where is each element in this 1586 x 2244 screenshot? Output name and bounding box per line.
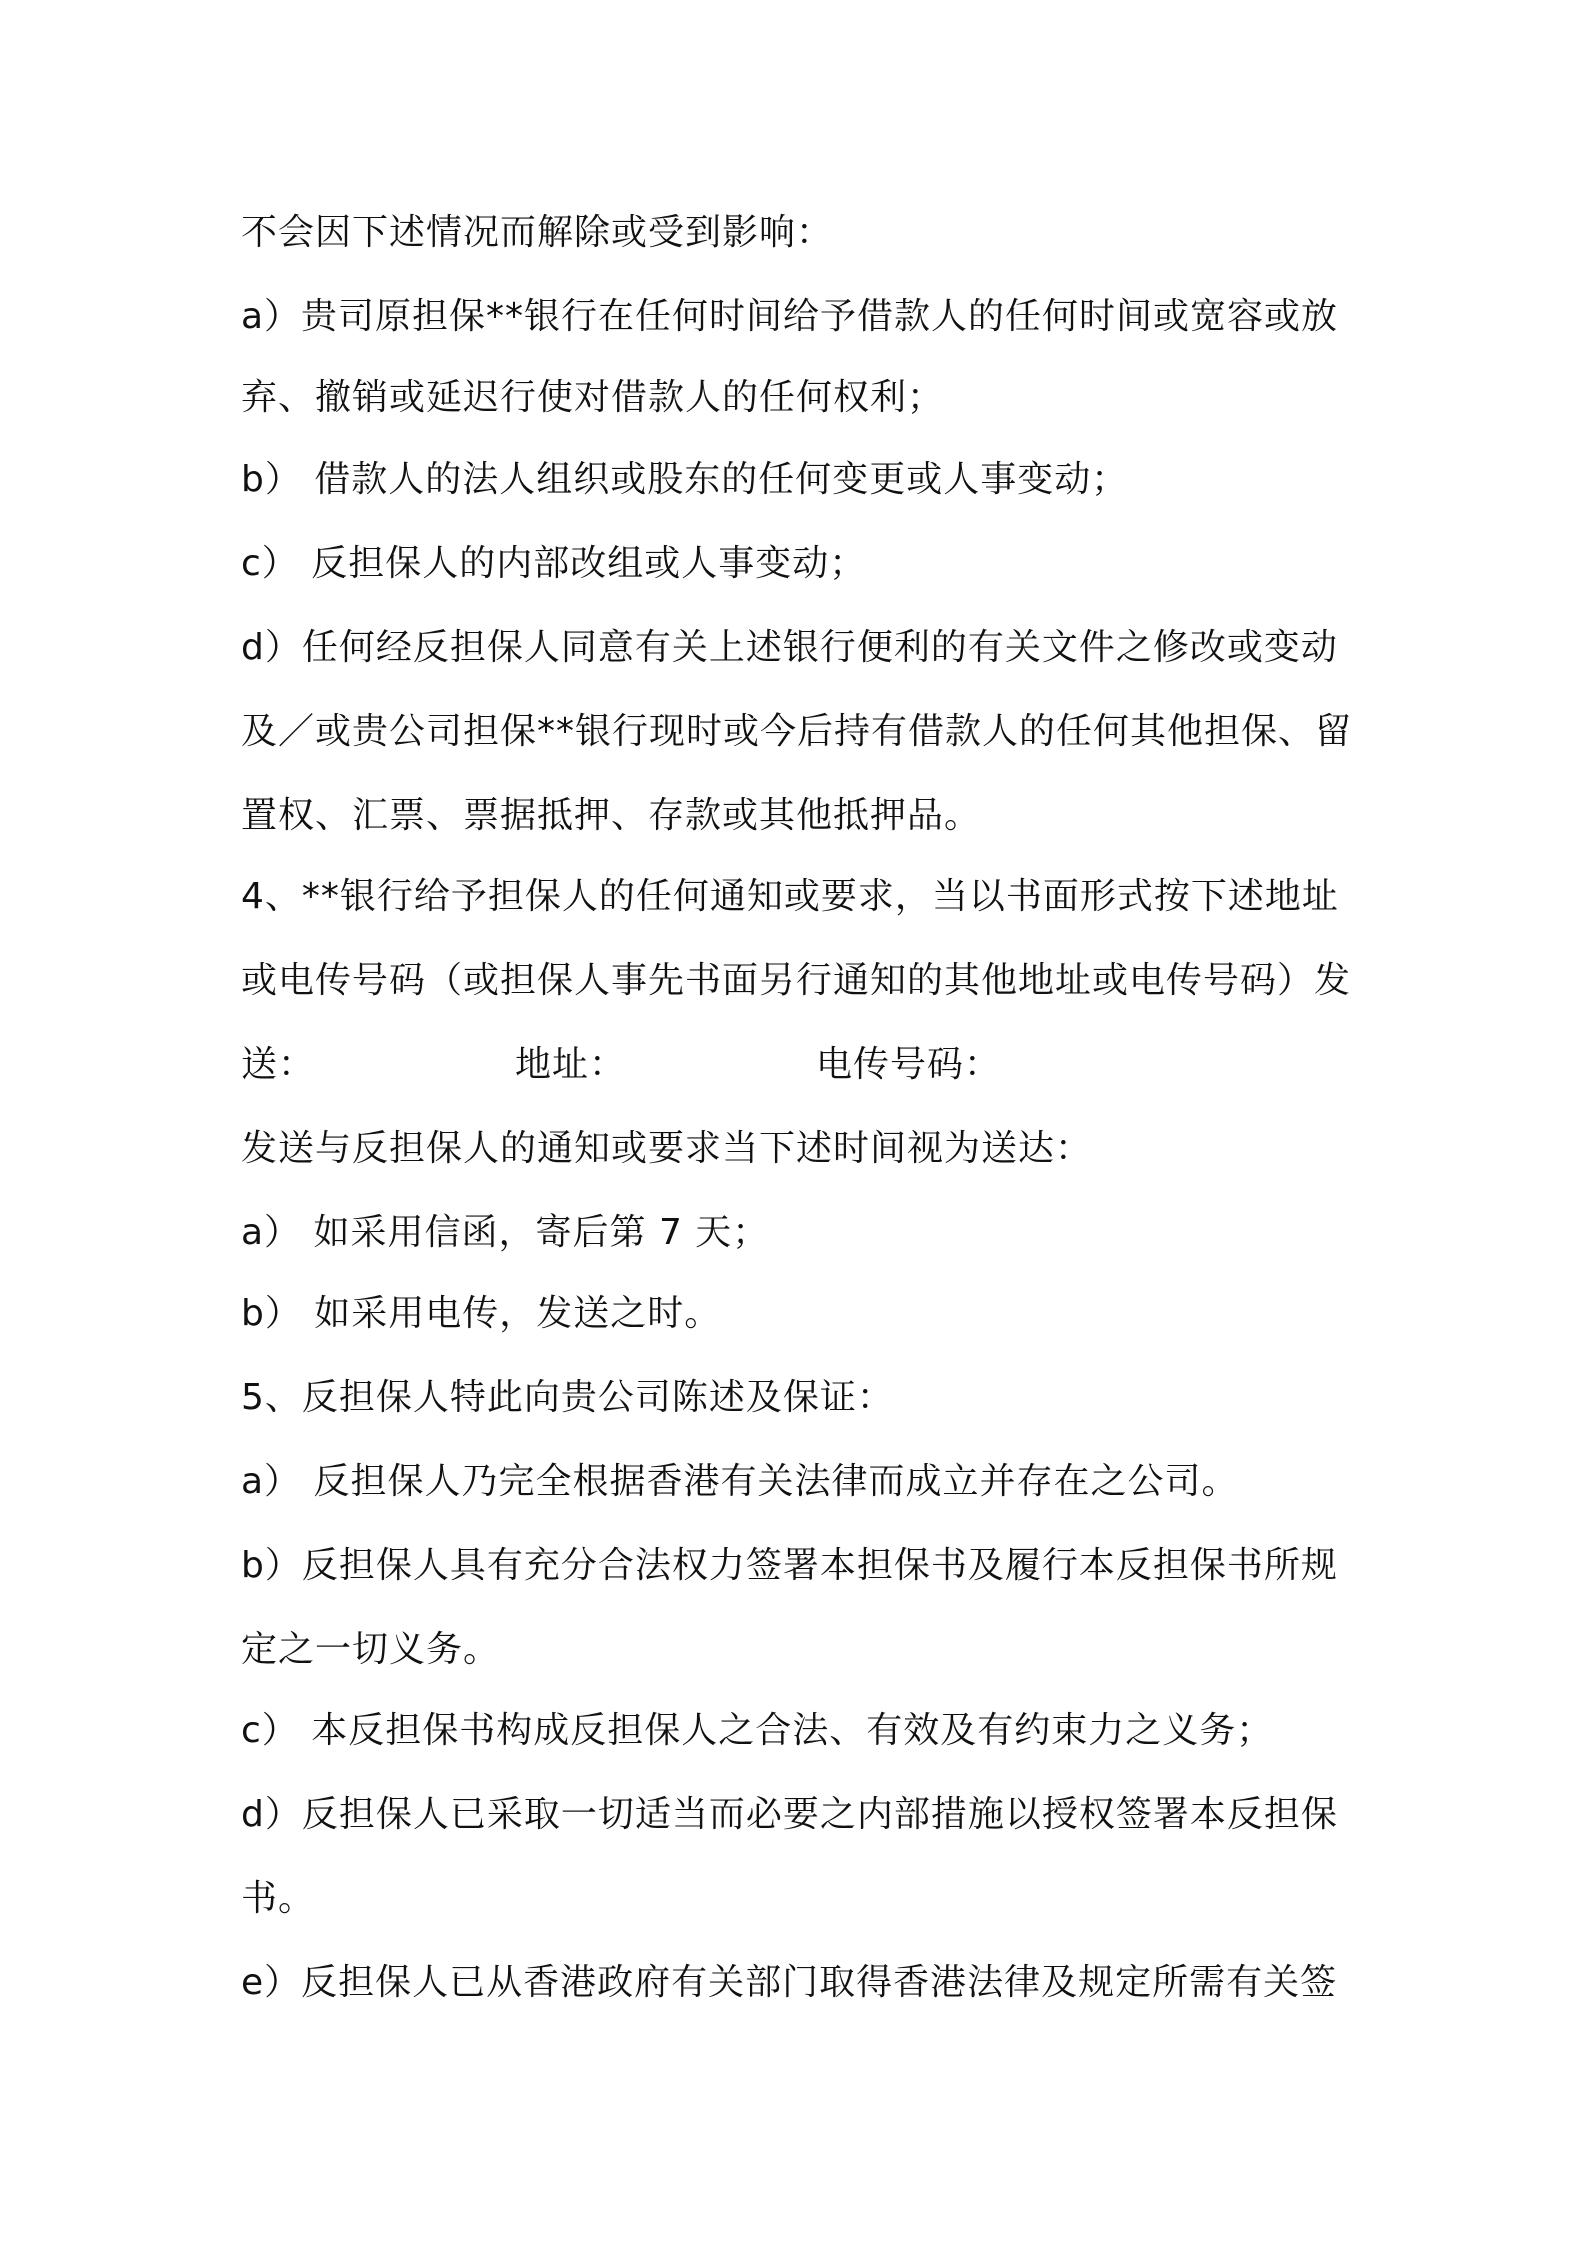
address-label: 地址：: [515, 1044, 627, 1085]
text-line: 置权、汇票、票据抵押、存款或其他抵押品。: [241, 795, 982, 836]
text-line: 及／或贵公司担保**银行现时或今后持有借款人的任何其他担保、留: [241, 711, 1353, 752]
text-line: 不会因下述情况而解除或受到影响：: [241, 212, 834, 253]
text-line: d）任何经反担保人同意有关上述银行便利的有关文件之修改或变动: [241, 627, 1338, 668]
text-line: 4、**银行给予担保人的任何通知或要求，当以书面形式按下述地址: [241, 876, 1339, 917]
text-line: c） 反担保人的内部改组或人事变动；: [241, 543, 867, 584]
telex-label: 电传号码：: [816, 1044, 1002, 1085]
text-line: 发送与反担保人的通知或要求当下述时间视为送达：: [241, 1128, 1093, 1169]
text-line: 或电传号码（或担保人事先书面另行通知的其他地址或电传号码）发: [241, 960, 1352, 1001]
text-line: a） 如采用信函，寄后第 7 天；: [241, 1212, 770, 1253]
text-line: c） 本反担保书构成反担保人之合法、有效及有约束力之义务；: [241, 1710, 1274, 1751]
address-line: [241, 1041, 1361, 1089]
text-line: a）贵司原担保**银行在任何时间给予借款人的任何时间或宽容或放: [241, 296, 1339, 337]
text-line: b）反担保人具有充分合法权力签署本担保书及履行本反担保书所规: [241, 1545, 1338, 1586]
text-line: a） 反担保人乃完全根据香港有关法律而成立并存在之公司。: [241, 1461, 1239, 1502]
send-label: 送：: [241, 1044, 316, 1085]
text-line: e）反担保人已从香港政府有关部门取得香港法律及规定所需有关签: [241, 1962, 1338, 2003]
text-line: 书。: [241, 1878, 316, 1919]
text-line: b） 如采用电传，发送之时。: [241, 1293, 722, 1334]
text-line: d）反担保人已采取一切适当而必要之内部措施以授权签署本反担保: [241, 1794, 1338, 1835]
text-line: 5、反担保人特此向贵公司陈述及保证：: [241, 1377, 894, 1418]
text-line: 弃、撤销或延迟行使对借款人的任何权利；: [241, 377, 945, 418]
text-line: b） 借款人的法人组织或股东的任何变更或人事变动；: [241, 459, 1129, 500]
text-line: 定之一切义务。: [241, 1629, 501, 1670]
